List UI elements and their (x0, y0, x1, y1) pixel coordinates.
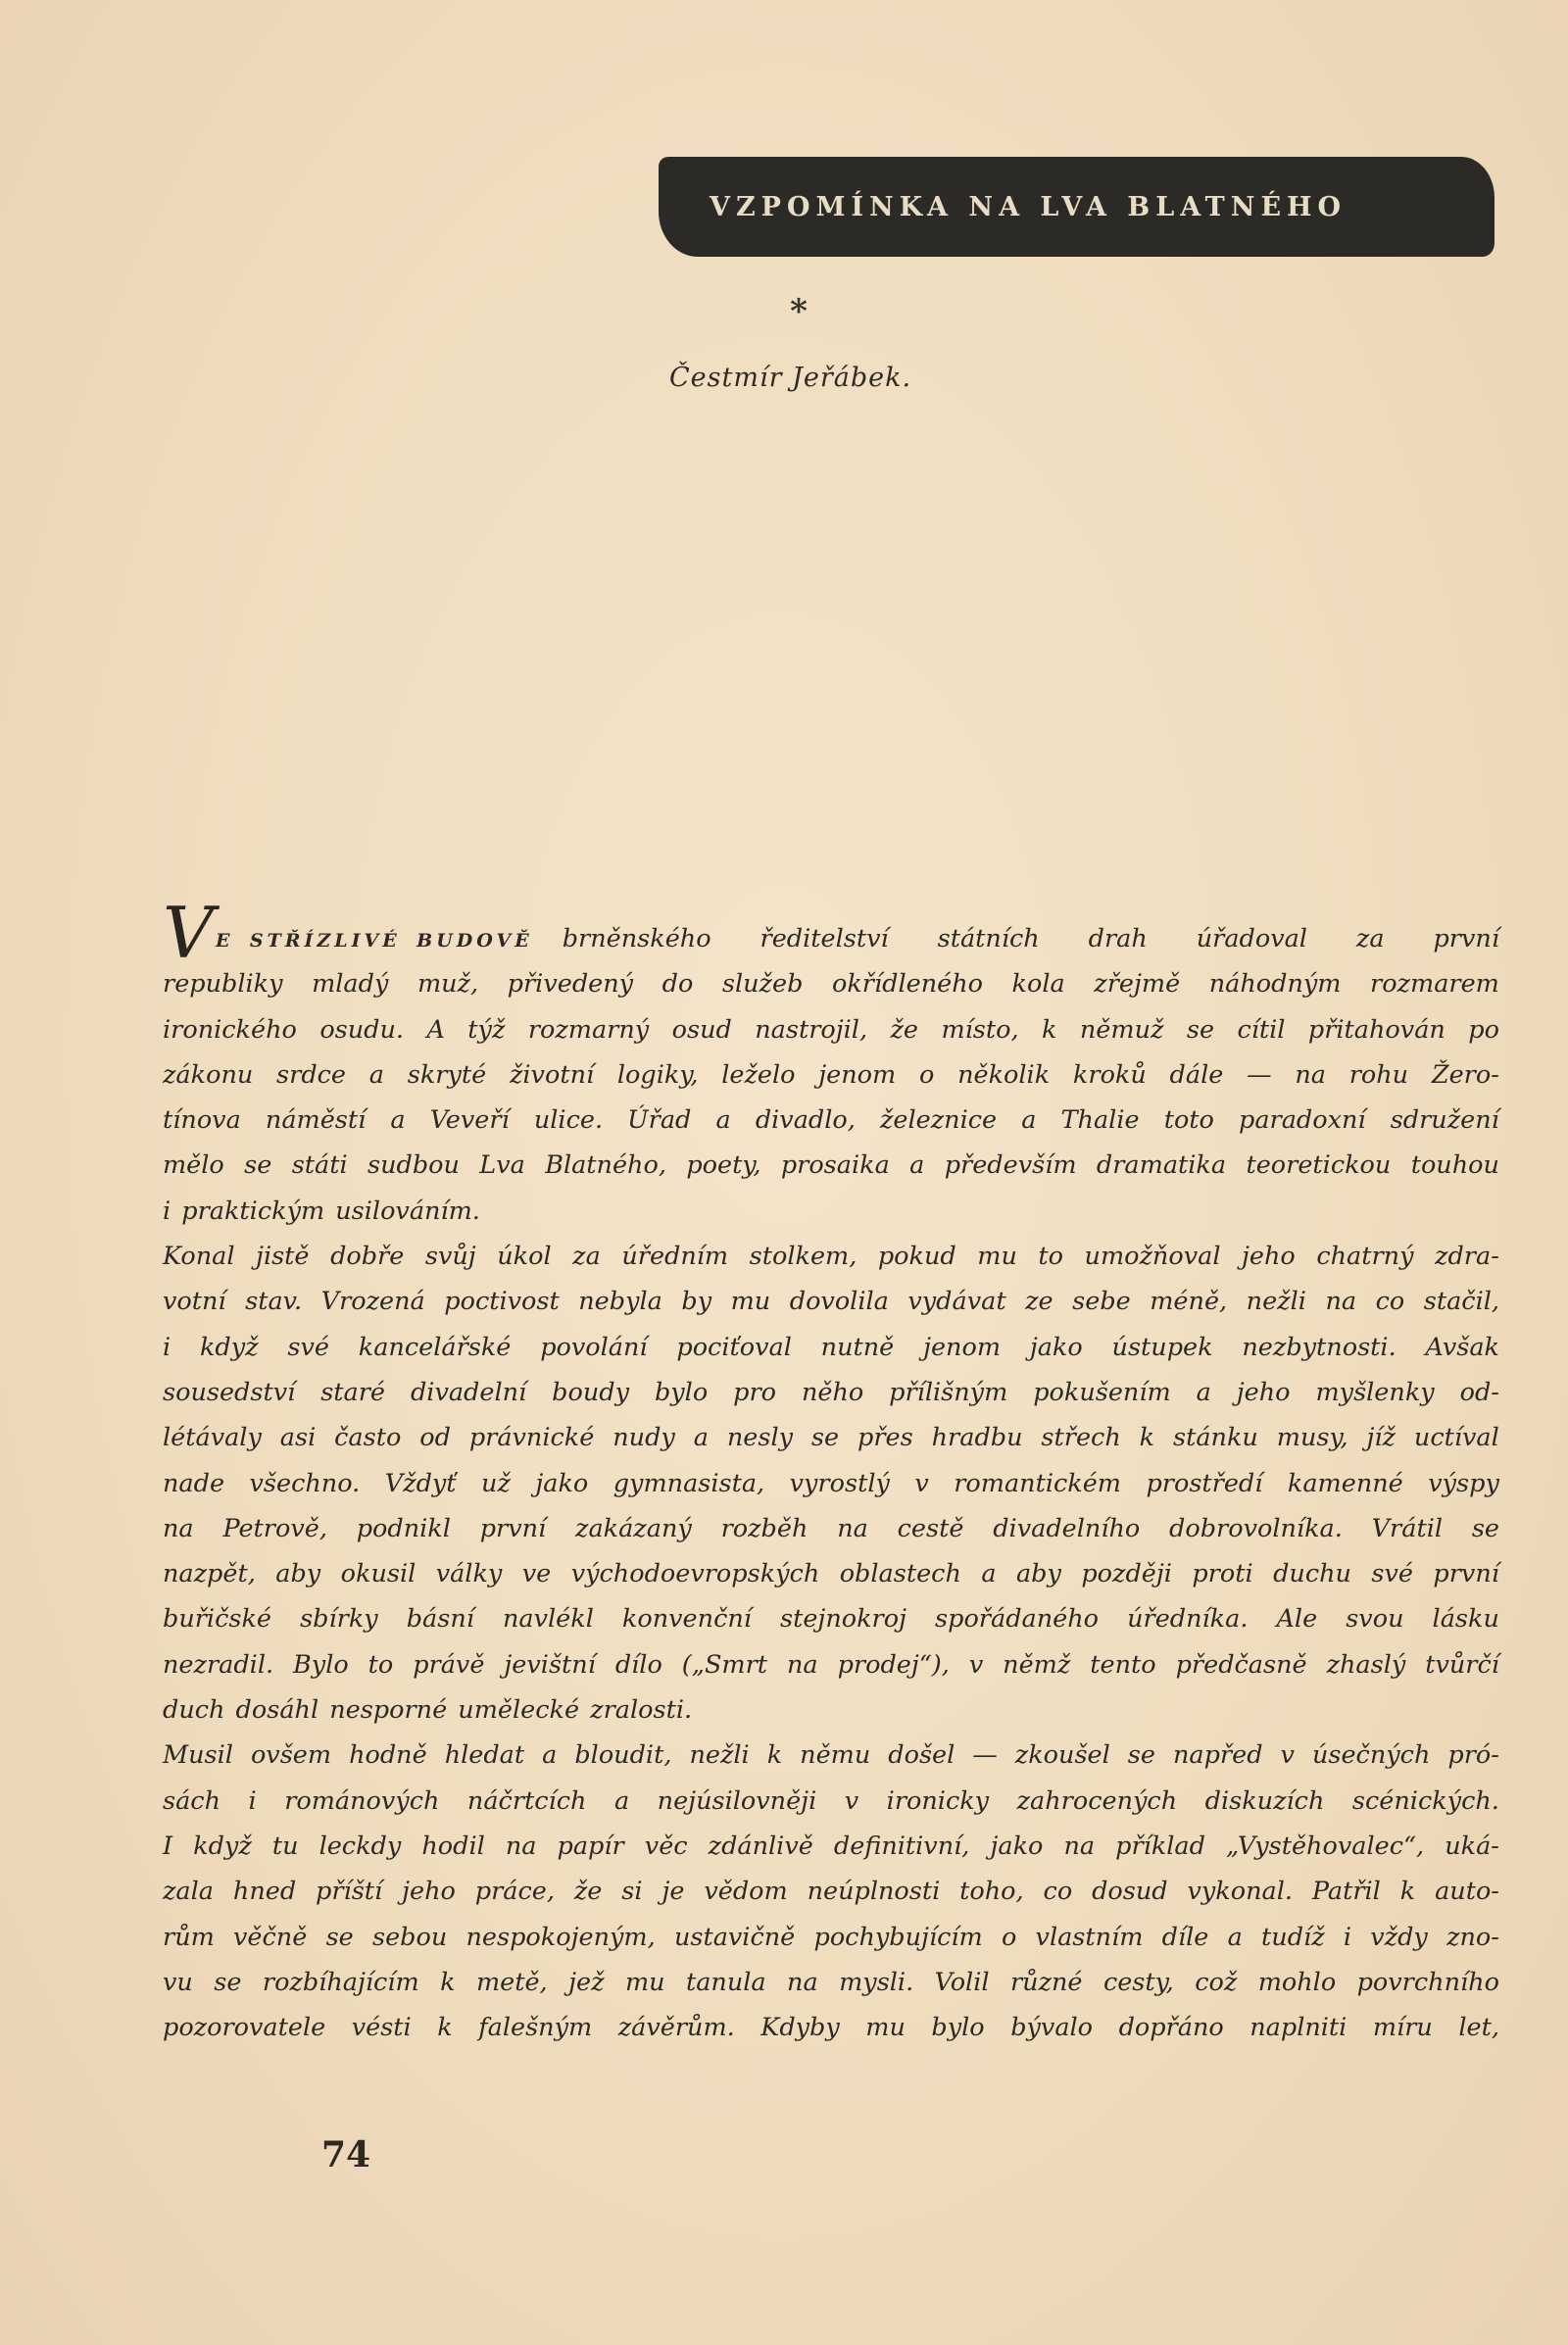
text-line: sousedství staré divadelní boudy bylo pro něho přílišným pokušením a jeho myšlenky od- (163, 1377, 1499, 1407)
text-line: vu se rozbíhajícím k metě, jež mu tanula na mysli. Volil různé cesty, což mohlo povrchního (163, 1967, 1499, 1997)
text-line: tínova náměstí a Veveří ulice. Úřad a divadlo, železnice a Thalie toto paradoxní sdružení (163, 1105, 1499, 1136)
text-line: nazpět, aby okusil války ve východoevropských oblastech a aby později proti duchu své první (163, 1559, 1499, 1589)
text-line: Musil ovšem hodně hledat a bloudit, nežli k němu došel — zkoušel se napřed v úsečných pró- (163, 1740, 1499, 1771)
author-name: Čestmír Jeřábek. (669, 363, 912, 393)
text-lines (163, 961, 1499, 2050)
text-line: zákonu srdce a skryté životní logiky, leželo jenom o několik kroků dále — na rohu Žero- (163, 1059, 1499, 1090)
text-line: létávaly asi často od právnické nudy a nesly se přes hradbu střech k stánku musy, jíž uctíval (163, 1423, 1499, 1453)
text-line: I když tu leckdy hodil na papír věc zdánlivě definitivní, jako na příklad „Vystěhovalec“, uká- (163, 1831, 1499, 1861)
text-line: sách i románových náčrtcích a nejúsilovněji v ironicky zahrocených diskuzích scénických. (163, 1785, 1499, 1816)
first-line (163, 892, 1499, 975)
page-number: 74 (321, 2134, 371, 2175)
text-line: na Petrově, podnikl první zakázaný rozběh na cestě divadelního dobrovolníka. Vrátil se (163, 1513, 1499, 1543)
drop-cap: V (163, 892, 214, 975)
text-line: Konal jistě dobře svůj úkol za úředním stolkem, pokud mu to umožňoval jeho chatrný zdra- (163, 1242, 1499, 1272)
article-body (163, 892, 1499, 2050)
text-line: republiky mladý muž, přivedený do služeb okřídleného kola zřejmě náhodným rozmarem (163, 969, 1499, 1000)
opening-smallcaps: e střízlivé budově (216, 923, 533, 953)
text-line: ironického osudu. A týž rozmarný osud nastrojil, že místo, k němuž se cítil přitahován po (163, 1014, 1499, 1045)
text-line: zala hned příští jeho práce, že si je vědom neúplnosti toho, co dosud vykonal. Patřil k auto- (163, 1877, 1499, 1907)
text-line: nade všechno. Vždyť už jako gymnasista, vyrostlý v romantickém prostředí kamenné výspy (163, 1468, 1499, 1498)
title-banner (659, 157, 1494, 257)
text-line: i když své kancelářské povolání pociťoval nutně jenom jako ústupek nezbytnosti. Avšak (163, 1332, 1499, 1362)
text-line: duch dosáhl nesporné umělecké zralosti. (163, 1695, 693, 1726)
text-line: nezradil. Bylo to právě jevištní dílo („Smrt na prodej“), v němž tento předčasně zhaslý tvůrčí (163, 1649, 1499, 1680)
article-title: VZPOMÍNKA NA LVA BLATNÉHO (710, 191, 1348, 222)
text-line: i praktickým usilováním. (163, 1196, 480, 1226)
first-line-rest: brněnského ředitelství státních drah úřadoval za první (562, 924, 1499, 953)
text-line: votní stav. Vrozená poctivost nebyla by mu dovolila vydávat ze sebe méně, nežli na co stačil, (163, 1287, 1499, 1317)
text-line: buřičské sbírky básní navlékl konvenční stejnokroj spořádaného úředníka. Ale svou lásku (163, 1604, 1499, 1635)
asterisk-ornament: * (790, 292, 808, 331)
text-line: rům věčně se sebou nespokojeným, ustavičně pochybujícím o vlastním díle a tudíž i vždy zno- (163, 1922, 1499, 1952)
text-line: pozorovatele vésti k falešným závěrům. Kdyby mu bylo bývalo dopřáno naplniti míru let, (163, 2013, 1499, 2043)
text-line: mělo se státi sudbou Lva Blatného, poety, prosaika a především dramatika teoretickou touhou (163, 1150, 1499, 1181)
